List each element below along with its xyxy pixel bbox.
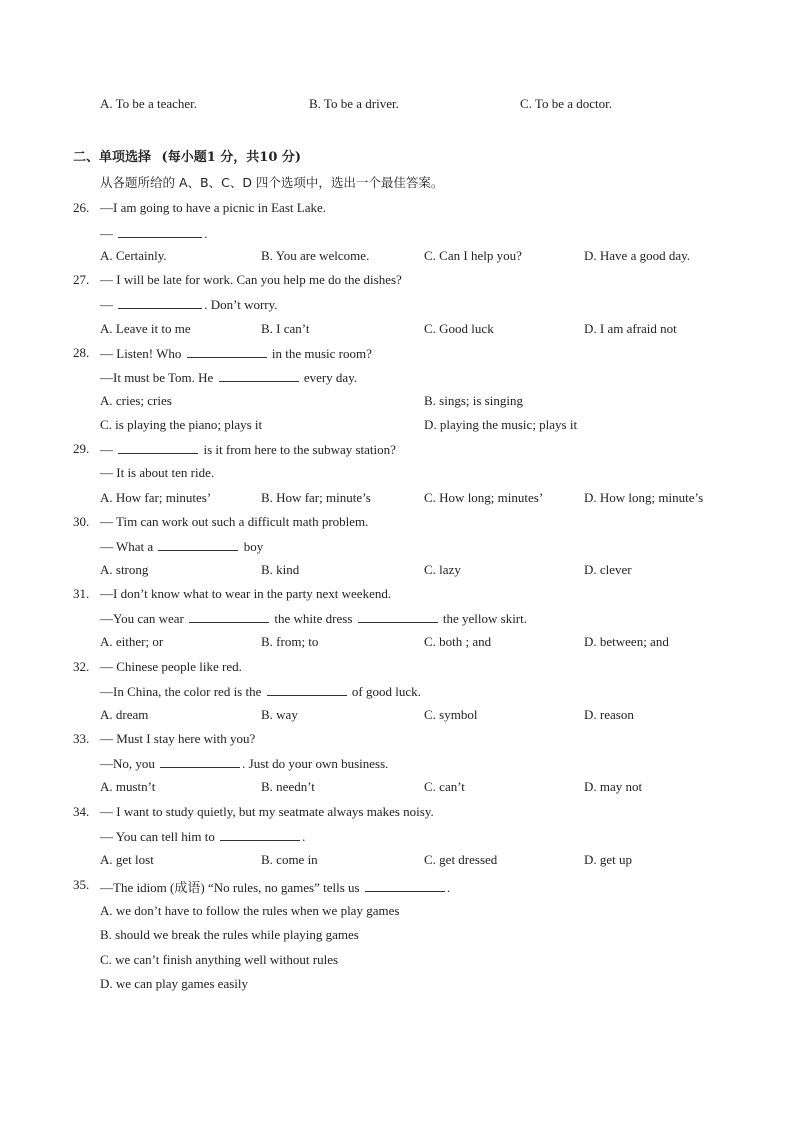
q35-number: 35. — [73, 877, 90, 892]
q26-option-a: A. Certainly. — [100, 248, 167, 263]
q29-option-c: C. How long; minutes’ — [424, 490, 544, 505]
q28-option-b: B. sings; is singing — [424, 393, 523, 408]
q29-answer-blank — [118, 441, 198, 454]
q32-line1: — Chinese people like red. — [100, 659, 242, 674]
section-score: (每小题1 分，共10 分) — [161, 150, 302, 165]
q27-number: 27. — [73, 272, 90, 287]
q28-line1-pre: — Listen! Who — [100, 346, 182, 361]
q30-option-a: A. strong — [100, 562, 149, 577]
section-heading — [73, 146, 301, 165]
q28-line2-post: every day. — [303, 370, 358, 385]
q29-number: 29. — [73, 441, 90, 456]
q30-option-d: D. clever — [584, 562, 632, 577]
q34-answer-blank — [220, 828, 300, 841]
q28-option-c: C. is playing the piano; plays it — [100, 417, 263, 432]
q31-answer-blank-2 — [358, 610, 438, 623]
q31-line1: —I don’t know what to wear in the party next weekend. — [100, 586, 392, 601]
q35-line1-pre: —The idiom (成语) “No rules, no games” tells us — [100, 880, 360, 895]
q28-answer-blank-2 — [219, 369, 299, 382]
q26-line2-pre: — — [100, 226, 113, 241]
q31-answer-blank-1 — [189, 610, 269, 623]
q30-line2-pre: — What a — [100, 539, 154, 554]
q34-line2-post: . — [302, 829, 306, 844]
q33-line2-post: . Just do your own business. — [242, 756, 389, 771]
q29-line2: — It is about ten ride. — [100, 465, 215, 480]
q29-line1-post: is it from here to the subway station? — [203, 442, 396, 457]
q35-line1-post: . — [446, 880, 451, 895]
q26-option-c: C. Can I help you? — [424, 248, 522, 263]
q35-option-c: C. we can’t finish anything well without rules — [100, 952, 339, 967]
q31-line2-post: the yellow skirt. — [442, 611, 528, 626]
q34-line2-pre: — You can tell him to — [100, 829, 215, 844]
q32-line2 — [100, 683, 421, 700]
q26-number: 26. — [73, 200, 90, 215]
q35-answer-blank — [365, 879, 445, 892]
q30-line2 — [100, 538, 263, 555]
q32-number: 32. — [73, 659, 90, 674]
q27-option-b: B. I can’t — [261, 321, 310, 336]
q27-line2 — [100, 296, 278, 313]
q31-option-b: B. from; to — [261, 634, 319, 649]
q29-option-a: A. How far; minutes’ — [100, 490, 212, 505]
q28-answer-blank-1 — [187, 345, 267, 358]
q32-answer-blank — [267, 683, 347, 696]
q32-option-d: D. reason — [584, 707, 634, 722]
q26-answer-blank — [118, 225, 202, 238]
q30-line2-post: boy — [243, 539, 264, 554]
q27-line2-pre: — — [100, 297, 113, 312]
q33-line2-pre: —No, you — [100, 756, 155, 771]
q26-line1: —I am going to have a picnic in East Lake. — [100, 200, 326, 215]
q35-option-a: A. we don’t have to follow the rules when we play games — [100, 903, 400, 918]
q33-option-b: B. needn’t — [261, 779, 315, 794]
q34-option-c: C. get dressed — [424, 852, 498, 867]
q34-line1: — I want to study quietly, but my seatmate always makes noisy. — [100, 804, 434, 819]
q31-number: 31. — [73, 586, 90, 601]
q27-line1: — I will be late for work. Can you help me do the dishes? — [100, 272, 402, 287]
q26-option-d: D. Have a good day. — [584, 248, 691, 263]
q26-option-b: B. You are welcome. — [261, 248, 370, 263]
q27-option-d: D. I am afraid not — [584, 321, 677, 336]
q29-line1-pre: — — [100, 442, 113, 457]
q28-line2 — [100, 369, 357, 386]
q28-line2-pre: —It must be Tom. He — [100, 370, 214, 385]
q27-option-a: A. Leave it to me — [100, 321, 191, 336]
q33-line2 — [100, 755, 388, 772]
q31-option-d: D. between; and — [584, 634, 669, 649]
q34-option-d: D. get up — [584, 852, 633, 867]
q30-answer-blank — [158, 538, 238, 551]
q31-line2-pre: —You can wear — [100, 611, 184, 626]
q35-option-d: D. we can play games easily — [100, 976, 249, 991]
q33-line1: — Must I stay here with you? — [100, 731, 256, 746]
q27-line2-post: . Don’t worry. — [204, 297, 278, 312]
q32-option-b: B. way — [261, 707, 298, 722]
q32-option-a: A. dream — [100, 707, 149, 722]
q34-line2 — [100, 828, 305, 845]
q35-line1 — [100, 877, 450, 896]
section-title: 二、单项选择 — [73, 150, 152, 165]
q28-option-d: D. playing the music; plays it — [424, 417, 578, 432]
q31-line2-mid: the white dress — [274, 611, 353, 626]
q32-line2-post: of good luck. — [351, 684, 421, 699]
q33-option-c: C. can’t — [424, 779, 465, 794]
q34-number: 34. — [73, 804, 90, 819]
q30-line1: — Tim can work out such a difficult math problem. — [100, 514, 369, 529]
q33-answer-blank — [160, 755, 240, 768]
q32-line2-pre: —In China, the color red is the — [100, 684, 262, 699]
q28-number: 28. — [73, 345, 90, 360]
q32-option-c: C. symbol — [424, 707, 478, 722]
q29-option-d: D. How long; minute’s — [584, 490, 704, 505]
q28-line1-post: in the music room? — [271, 346, 372, 361]
q30-option-b: B. kind — [261, 562, 300, 577]
q31-option-a: A. either; or — [100, 634, 164, 649]
q26-line2-post: . — [204, 226, 208, 241]
q33-option-a: A. mustn’t — [100, 779, 156, 794]
q30-option-c: C. lazy — [424, 562, 461, 577]
q27-answer-blank — [118, 296, 202, 309]
q34-option-b: B. come in — [261, 852, 318, 867]
q35-option-b: B. should we break the rules while playing games — [100, 927, 359, 942]
q29-option-b: B. How far; minute’s — [261, 490, 371, 505]
q33-number: 33. — [73, 731, 90, 746]
prev-option-a: A. To be a teacher. — [100, 96, 198, 111]
q33-option-d: D. may not — [584, 779, 643, 794]
q28-option-a: A. cries; cries — [100, 393, 172, 408]
section-instruction: 从各题所给的 A、B、C、D 四个选项中，选出一个最佳答案。 — [100, 175, 444, 190]
prev-option-b: B. To be a driver. — [309, 96, 399, 111]
q27-option-c: C. Good luck — [424, 321, 494, 336]
prev-option-c: C. To be a doctor. — [520, 96, 613, 111]
q31-option-c: C. both ; and — [424, 634, 492, 649]
q30-number: 30. — [73, 514, 90, 529]
q31-line2 — [100, 610, 527, 627]
q29-line1 — [100, 441, 396, 458]
q34-option-a: A. get lost — [100, 852, 154, 867]
q26-line2 — [100, 225, 208, 242]
q28-line1 — [100, 345, 372, 362]
